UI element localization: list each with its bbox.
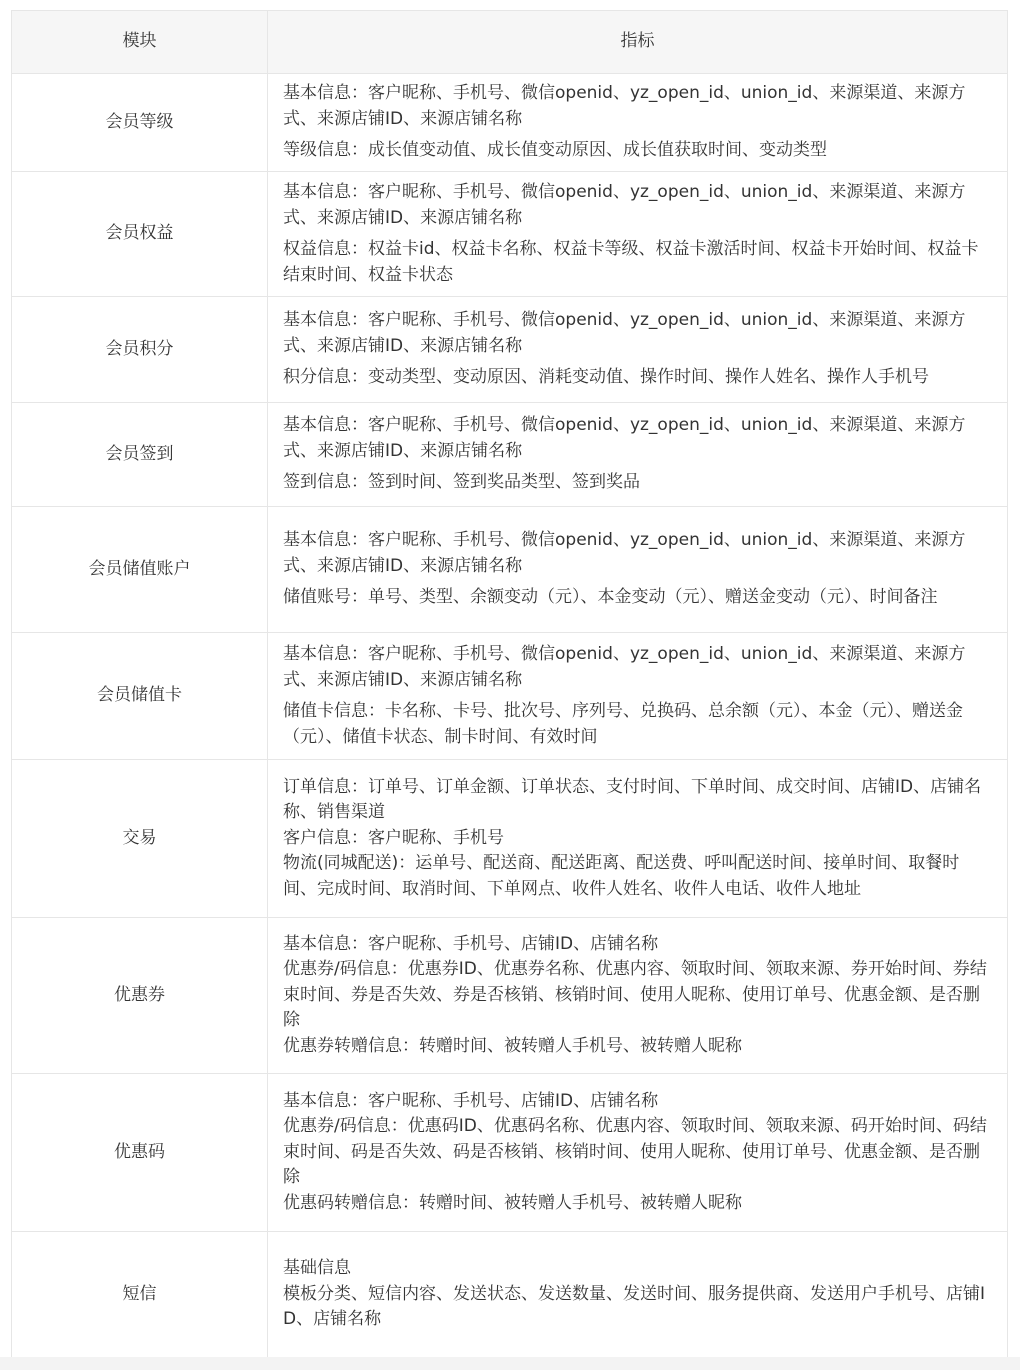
indicator-line: 订单信息：订单号、订单金额、订单状态、支付时间、下单时间、成交时间、店铺ID、店铺名称、销售渠道 xyxy=(283,776,982,823)
module-cell: 会员储值账户 xyxy=(12,507,268,633)
indicator-line: 基本信息：客户昵称、手机号、微信openid、yz_open_id、union_id、来源渠道、来源方式、来源店铺ID、来源店铺名称 xyxy=(283,83,966,129)
table-body xyxy=(12,74,1008,1358)
indicator-line: 基本信息：客户昵称、手机号、微信openid、yz_open_id、union_id、来源渠道、来源方式、来源店铺ID、来源店铺名称 xyxy=(283,310,966,356)
indicator-line: 基本信息：客户昵称、手机号、店铺ID、店铺名称 xyxy=(283,1090,659,1111)
module-cell: 优惠码 xyxy=(12,1074,268,1232)
indicator-line: 基本信息：客户昵称、手机号、微信openid、yz_open_id、union_id、来源渠道、来源方式、来源店铺ID、来源店铺名称 xyxy=(283,182,966,228)
table-row xyxy=(12,507,1008,633)
indicator-cell xyxy=(268,297,1008,403)
table-row xyxy=(12,1074,1008,1232)
indicator-cell xyxy=(268,507,1008,633)
table-row xyxy=(12,74,1008,172)
module-cell: 交易 xyxy=(12,760,268,918)
table-row xyxy=(12,403,1008,507)
indicator-line: 积分信息：变动类型、变动原因、消耗变动值、操作时间、操作人姓名、操作人手机号 xyxy=(283,367,929,388)
bottom-strip xyxy=(0,1357,1020,1370)
header-module: 模块 xyxy=(12,11,268,74)
indicator-line: 模板分类、短信内容、发送状态、发送数量、发送时间、服务提供商、发送用户手机号、店铺ID、店铺名称 xyxy=(283,1283,986,1330)
table-row xyxy=(12,1232,1008,1358)
indicator-line: 优惠券/码信息：优惠券ID、优惠券名称、优惠内容、领取时间、领取来源、券开始时间、券结束时间、券是否失效、券是否核销、核销时间、使用人昵称、使用订单号、优惠金额、是否删除 xyxy=(283,959,987,1031)
table-row xyxy=(12,297,1008,403)
indicator-cell xyxy=(268,918,1008,1074)
indicator-line: 储值账号：单号、类型、余额变动（元）、本金变动（元）、赠送金变动（元）、时间备注 xyxy=(283,587,938,608)
module-cell: 短信 xyxy=(12,1232,268,1358)
module-cell: 会员储值卡 xyxy=(12,633,268,760)
module-cell: 会员权益 xyxy=(12,172,268,297)
indicator-line: 基本信息：客户昵称、手机号、微信openid、yz_open_id、union_id、来源渠道、来源方式、来源店铺ID、来源店铺名称 xyxy=(283,644,966,690)
indicator-line: 物流(同城配送)：运单号、配送商、配送距离、配送费、呼叫配送时间、接单时间、取餐时间、完成时间、取消时间、下单网点、收件人姓名、收件人电话、收件人地址 xyxy=(283,853,960,899)
module-cell: 优惠券 xyxy=(12,918,268,1074)
indicator-cell xyxy=(268,633,1008,760)
indicator-line: 优惠券/码信息：优惠码ID、优惠码名称、优惠内容、领取时间、领取来源、码开始时间、码结束时间、码是否失效、码是否核销、核销时间、使用人昵称、使用订单号、优惠金额、是否删除 xyxy=(283,1116,987,1188)
header-indicators: 指标 xyxy=(268,11,1008,74)
indicator-cell xyxy=(268,1232,1008,1358)
module-cell: 会员签到 xyxy=(12,403,268,507)
indicator-line: 优惠码转赠信息：转赠时间、被转赠人手机号、被转赠人昵称 xyxy=(283,1192,742,1213)
table-row xyxy=(12,760,1008,918)
indicator-cell xyxy=(268,760,1008,918)
indicator-line: 优惠券转赠信息：转赠时间、被转赠人手机号、被转赠人昵称 xyxy=(283,1035,742,1056)
indicator-line: 基本信息：客户昵称、手机号、店铺ID、店铺名称 xyxy=(283,933,659,954)
indicator-line: 签到信息：签到时间、签到奖品类型、签到奖品 xyxy=(283,472,640,493)
indicator-line: 权益信息：权益卡id、权益卡名称、权益卡等级、权益卡激活时间、权益卡开始时间、权益卡结束时间、权益卡状态 xyxy=(283,239,979,285)
module-cell: 会员等级 xyxy=(12,74,268,172)
metrics-table-wrapper xyxy=(11,10,1007,1358)
indicator-line: 储值卡信息：卡名称、卡号、批次号、序列号、兑换码、总余额（元）、本金（元）、赠送金（元）、储值卡状态、制卡时间、有效时间 xyxy=(283,701,963,747)
indicator-line: 基础信息 xyxy=(283,1258,351,1279)
indicator-cell xyxy=(268,403,1008,507)
indicator-line: 基本信息：客户昵称、手机号、微信openid、yz_open_id、union_id、来源渠道、来源方式、来源店铺ID、来源店铺名称 xyxy=(283,530,966,576)
table-row xyxy=(12,918,1008,1074)
indicator-line: 客户信息：客户昵称、手机号 xyxy=(283,827,504,848)
table-header-row xyxy=(12,11,1008,74)
table-row xyxy=(12,172,1008,297)
metrics-table xyxy=(11,10,1008,1358)
table-row xyxy=(12,633,1008,760)
module-cell: 会员积分 xyxy=(12,297,268,403)
indicator-line: 基本信息：客户昵称、手机号、微信openid、yz_open_id、union_id、来源渠道、来源方式、来源店铺ID、来源店铺名称 xyxy=(283,415,966,461)
indicator-cell xyxy=(268,74,1008,172)
indicator-cell xyxy=(268,1074,1008,1232)
indicator-cell xyxy=(268,172,1008,297)
indicator-line: 等级信息：成长值变动值、成长值变动原因、成长值获取时间、变动类型 xyxy=(283,140,827,161)
